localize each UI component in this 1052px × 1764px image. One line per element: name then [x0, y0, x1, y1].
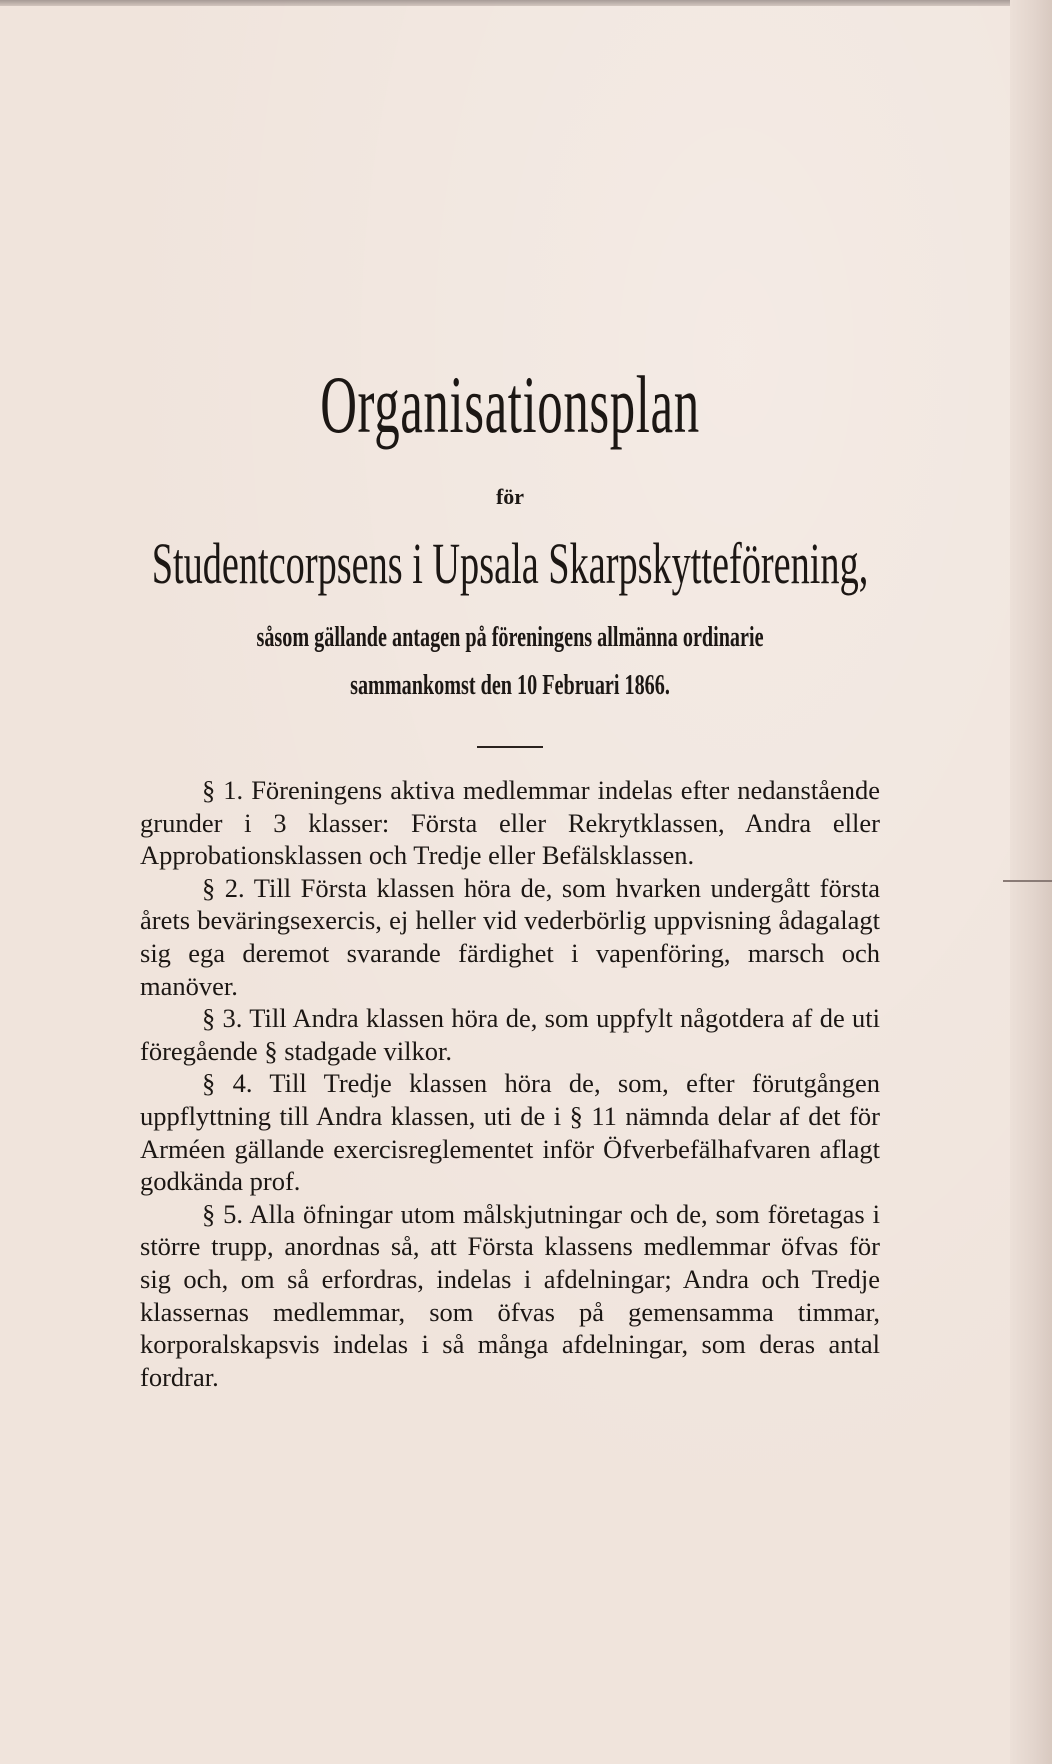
- paragraph-3: § 3. Till Andra klassen höra de, som uppfylt någotdera af de uti föregående § stadgade vilkor.: [140, 1003, 880, 1066]
- page-top-edge: [0, 0, 1052, 6]
- paragraph-5: § 5. Alla öfningar utom målskjutningar och de, som företagas i större trupp, anordnas så, att Första klassens medlemmar öfvas för sig och, om så erfordras, indelas i afdelningar; Andra och Tredje klassernas medlemmar, som öfvas på gemensamma timmar, korporalskapsvis indelas i så många afdelningar, som deras antal fordrar.: [140, 1198, 880, 1392]
- adoption-note: [157, 614, 863, 710]
- paragraph-2: § 2. Till Första klassen höra de, som hvarken undergått första årets beväringsexercis, ej heller vid vederbörlig uppvisning ådagalagt sig ega deremot svarande färdighet i vapenföring, marsch och manöver.: [140, 872, 880, 1001]
- paragraph-4: § 4. Till Tredje klassen höra de, som, efter förutgången uppflyttning till Andra klassen, uti de i § 11 nämnda delar af det för Arméen gällande exercisreglementet inför Öfverbefälhafvaren aflagt godkända prof.: [140, 1068, 880, 1197]
- page-right-edge: [1010, 0, 1052, 1764]
- adoption-line-1: såsom gällande antagen på föreningens allmänna ordinarie: [256, 622, 764, 653]
- document-title: Organisationsplan: [320, 359, 700, 450]
- paragraph-1: § 1. Föreningens aktiva medlemmar indelas efter nedanstående grunder i 3 klasser: Första eller Rekrytklassen, Andra eller Approbationsklassen och Tredje eller Befälsklassen.: [140, 775, 880, 871]
- section-divider: [477, 746, 543, 748]
- adoption-line-2: sammankomst den 10 Februari 1866.: [350, 670, 670, 701]
- fold-mark: [1003, 880, 1052, 882]
- document-subtitle: Studentcorpsens i Upsala Skarpskytteförening,: [151, 531, 869, 596]
- document-body: [140, 360, 880, 1393]
- document-for: för: [495, 484, 525, 509]
